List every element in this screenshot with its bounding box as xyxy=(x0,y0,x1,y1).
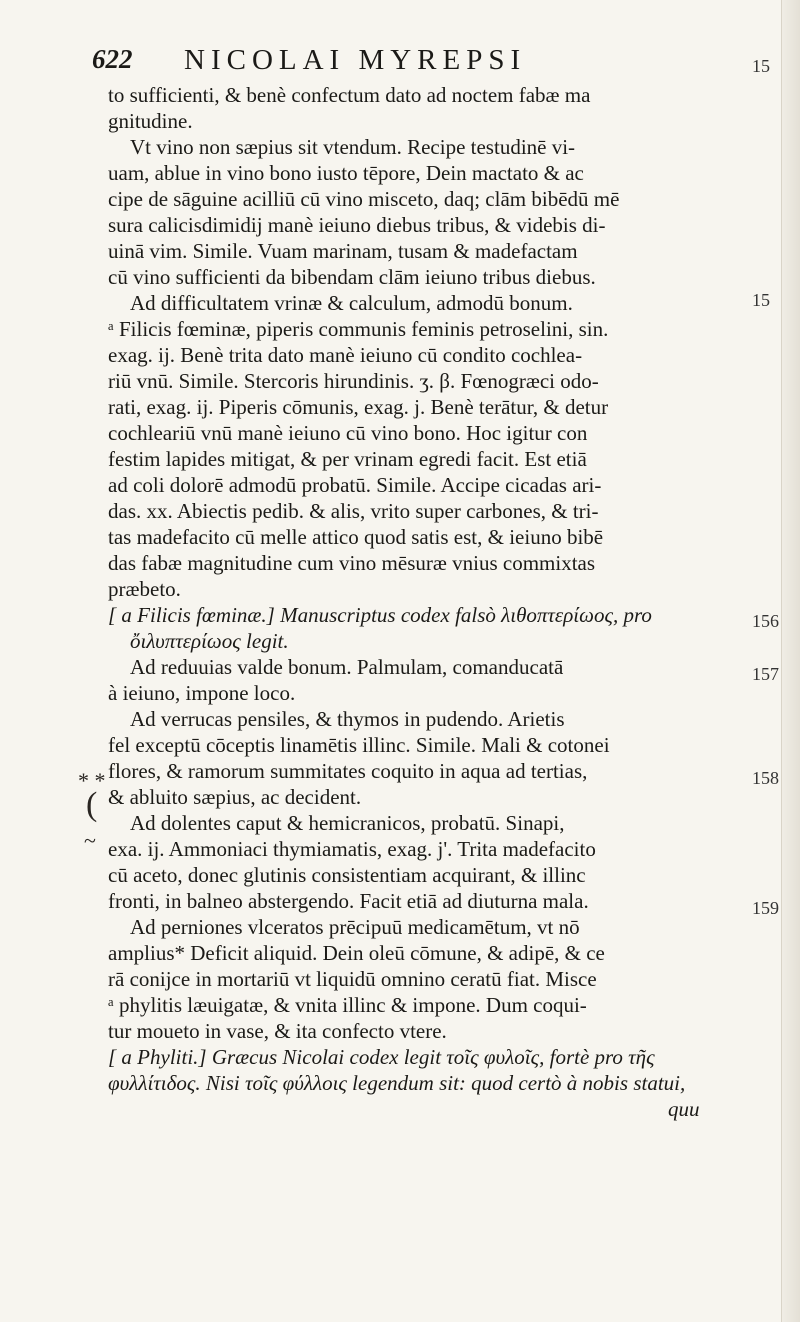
text-line: gnitudine. xyxy=(108,109,193,133)
text-line: flores, & ramorum summitates coquito in aqua ad tertias, xyxy=(108,759,588,783)
text-line: riū vnū. Simile. Stercoris hirundinis. ʒ. β. Fœnogræci odo- xyxy=(108,369,599,393)
text-line: Vt vino non sæpius sit vtendum. Recipe testudinē vi- xyxy=(130,135,576,159)
text-line: cochleariū vnū manè ieiuno cū vino bono. Hoc igitur con xyxy=(108,421,588,445)
text-line: tur moueto in vase, & ita confecto vtere. xyxy=(108,1019,447,1043)
text-line: Ad reduuias valde bonum. Palmulam, comanducatā xyxy=(130,655,564,679)
footnote-line: φυλλίτιδος. Nisi τοῖς φύλλοις legendum sit: quod certò à nobis statui, xyxy=(108,1071,686,1095)
text-line: Ad difficultatem vrinæ & calculum, admodū bonum. xyxy=(130,291,573,315)
text-line: ᵃ phylitis læuigatæ, & vnita illinc & impone. Dum coqui- xyxy=(108,993,587,1017)
text-line: Ad verrucas pensiles, & thymos in pudendo. Arietis xyxy=(130,707,565,731)
running-title: NICOLAI MYREPSI xyxy=(184,44,527,76)
text-line: cipe de sāguine acilliū cū vino misceto, daq; clām bibēdū mē xyxy=(108,187,620,211)
footnote-line: [ a Phyliti.] Græcus Nicolai codex legit τοῖς φυλοῖς, fortè pro τῆς xyxy=(108,1045,655,1069)
text-line: sura calicisdimidij manè ieiuno diebus tribus, & videbis di- xyxy=(108,213,606,237)
text-line: uinā vim. Simile. Vuam marinam, tusam & madefactam xyxy=(108,239,578,263)
text-line: rati, exag. ij. Piperis cōmunis, exag. j. Benè terātur, & detur xyxy=(108,395,609,419)
text-line: à ieiuno, impone loco. xyxy=(108,681,296,705)
margin-number: 15 xyxy=(752,290,770,310)
text-line: rā conijce in mortariū vt liquidū omnino ceratū fiat. Misce xyxy=(108,967,597,991)
footnote-line: [ a Filicis fœminæ.] Manuscriptus codex falsò λιθοπτερίωος, pro xyxy=(108,603,652,627)
text-line: præbeto. xyxy=(108,577,181,601)
margin-number: 157 xyxy=(752,664,779,684)
bracket-mark: ( xyxy=(86,786,98,823)
text-line: fel exceptū cōceptis linamētis illinc. Simile. Mali & cotonei xyxy=(108,733,610,757)
text-line: exag. ij. Benè trita dato manè ieiuno cū condito cochlea- xyxy=(108,343,583,367)
text-line: festim lapides mitigat, & per vrinam egredi facit. Est etiā xyxy=(108,447,587,471)
text-line: Ad dolentes caput & hemicranicos, probatū. Sinapi, xyxy=(130,811,565,835)
text-line: uam, ablue in vino bono iusto tēpore, Dein mactato & ac xyxy=(108,161,584,185)
text-line: das. xx. Abiectis pedib. & alis, vrito super carbones, & tri- xyxy=(108,499,599,523)
text-line: to sufficienti, & benè confectum dato ad noctem fabæ ma xyxy=(108,83,591,107)
text-line: fronti, in balneo abstergendo. Facit etiā ad diuturna mala. xyxy=(108,889,589,913)
text-line: Ad perniones vlceratos prēcipuū medicamētum, vt nō xyxy=(130,915,580,939)
margin-number: 159 xyxy=(752,898,779,918)
running-head xyxy=(92,44,712,78)
text-line: cū vino sufficienti da bibendam clām ieiuno tribus diebus. xyxy=(108,265,596,289)
body-text xyxy=(108,82,728,1122)
text-line: exa. ij. Ammoniaci thymiamatis, exag. j'. Trita madefacito xyxy=(108,837,596,861)
text-line: cū aceto, donec glutinis consistentiam acquirant, & illinc xyxy=(108,863,586,887)
text-line: tas madefacito cū melle attico quod satis est, & ieiuno bibē xyxy=(108,525,604,549)
text-line: das fabæ magnitudine cum vino mēsuræ vnius commixtas xyxy=(108,551,596,575)
page-edge xyxy=(781,0,800,1322)
margin-number: 15 xyxy=(752,56,770,76)
asterisk-mark: * * xyxy=(78,768,106,793)
text-line: & abluito sæpius, ac decident. xyxy=(108,785,362,809)
text-line: ad coli dolorē admodū probatū. Simile. Accipe cicadas ari- xyxy=(108,473,602,497)
margin-number: 156 xyxy=(752,611,779,631)
text-line: ᵃ Filicis fœminæ, piperis communis feminis petroselini, sin. xyxy=(108,317,609,341)
catchword: quu xyxy=(668,1097,700,1121)
margin-number: 158 xyxy=(752,768,779,788)
footnote-line: ὄιλυπτερίωος legit. xyxy=(130,629,289,653)
dash-mark: ~ xyxy=(84,828,96,853)
page-number: 622 xyxy=(92,44,133,74)
text-line: amplius* Deficit aliquid. Dein oleū cōmune, & adipē, & ce xyxy=(108,941,605,965)
